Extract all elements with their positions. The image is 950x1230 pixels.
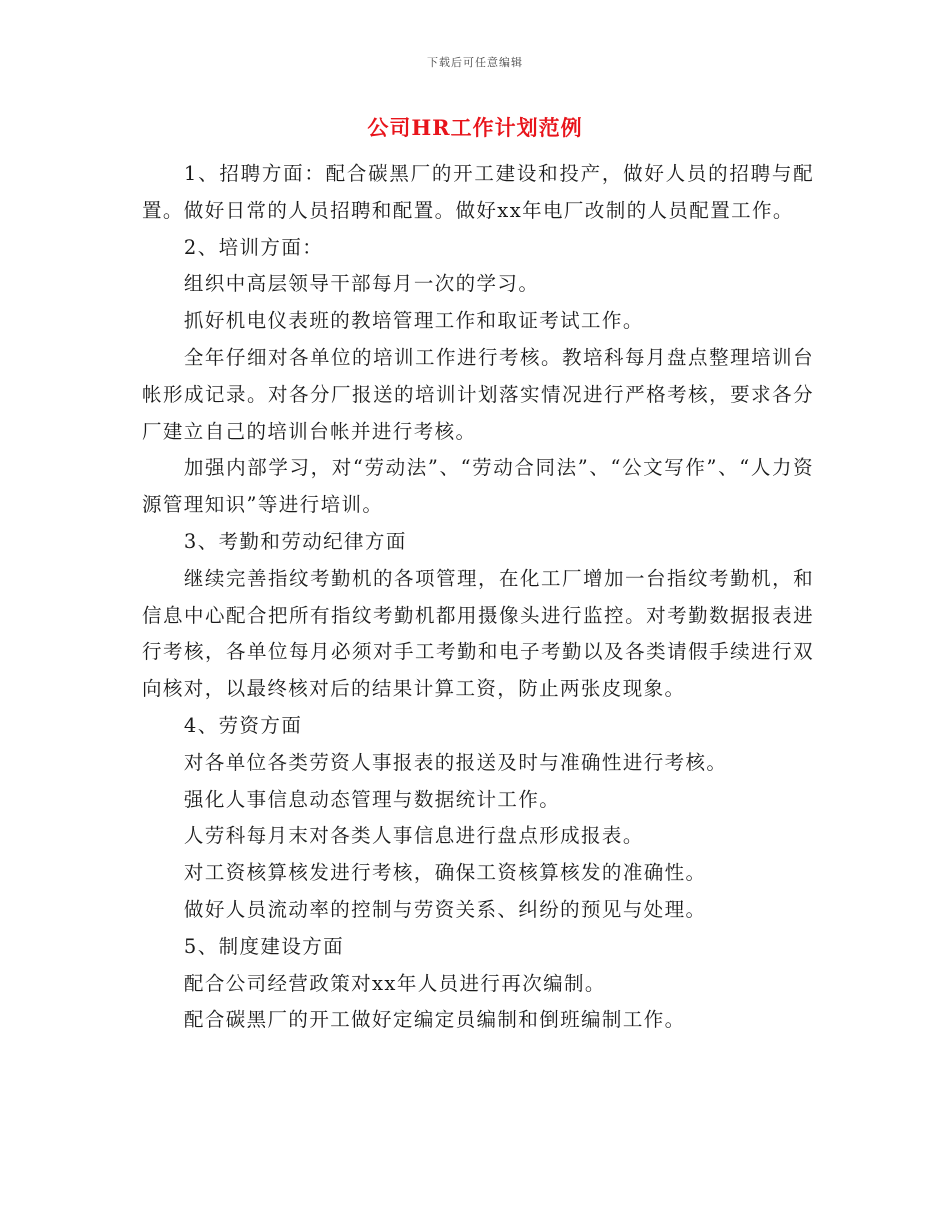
paragraph-system-2: 配合碳黑厂的开工做好定编定员编制和倒班编制工作。: [183, 1008, 686, 1032]
paragraph-system-1: 配合公司经营政策对xx年人员进行再次编制。: [183, 971, 606, 995]
document-body: [142, 156, 814, 1039]
paragraph-attendance-heading: 3、考勤和劳动纪律方面: [183, 529, 407, 553]
paragraph-training-4: 加强内部学习，对“劳动法”、“劳动合同法”、“公文写作”、“人力资源管理知识”等进行培训。: [142, 456, 814, 517]
header-note: 下载后可任意编辑: [427, 56, 523, 69]
paragraph-training-1: 组织中高层领导干部每月一次的学习。: [183, 272, 540, 296]
paragraph-attendance-1: 继续完善指纹考勤机的各项管理，在化工厂增加一台指纹考勤机，和信息中心配合把所有指纹考勤机都用摄像头进行监控。对考勤数据报表进行考核，各单位每月必须对手工考勤和电子考勤以及各类请假手续进行双向核对，以最终核对后的结果计算工资，防止两张皮现象。: [142, 566, 814, 701]
paragraph-system-heading: 5、制度建设方面: [183, 934, 345, 958]
paragraph-labor-5: 做好人员流动率的控制与劳资关系、纠纷的预见与处理。: [183, 897, 707, 921]
paragraph-training-heading: 2、培训方面：: [183, 235, 324, 259]
paragraph-labor-1: 对各单位各类劳资人事报表的报送及时与准确性进行考核。: [183, 750, 728, 774]
document-title: 公司HR工作计划范例: [367, 115, 583, 140]
paragraph-training-2: 抓好机电仪表班的教培管理工作和取证考试工作。: [183, 309, 644, 333]
paragraph-recruitment: 1、招聘方面：配合碳黑厂的开工建设和投产，做好人员的招聘与配置。做好日常的人员招聘和配置。做好xx年电厂改制的人员配置工作。: [142, 162, 814, 222]
paragraph-labor-heading: 4、劳资方面: [183, 713, 303, 737]
paragraph-labor-3: 人劳科每月末对各类人事信息进行盘点形成报表。: [183, 824, 644, 848]
paragraph-labor-2: 强化人事信息动态管理与数据统计工作。: [183, 787, 561, 811]
paragraph-training-3: 全年仔细对各单位的培训工作进行考核。教培科每月盘点整理培训台帐形成记录。对各分厂报送的培训计划落实情况进行严格考核，要求各分厂建立自己的培训台帐并进行考核。: [142, 345, 814, 443]
paragraph-labor-4: 对工资核算核发进行考核，确保工资核算核发的准确性。: [183, 861, 707, 885]
